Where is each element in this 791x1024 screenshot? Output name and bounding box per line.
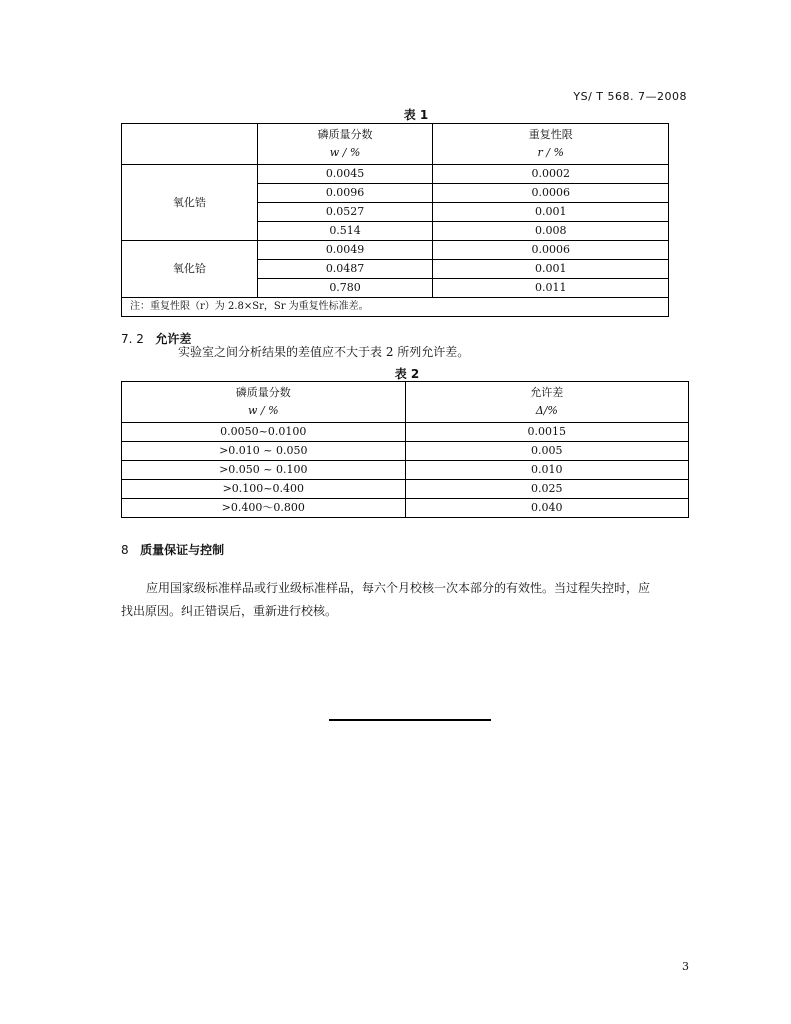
table1-cell-r: 0.001: [433, 203, 669, 222]
table1-cell-w: 0.0096: [257, 184, 433, 203]
table2-title: 表 2: [394, 367, 420, 381]
section-8-heading: [121, 541, 224, 558]
table2-col2-header: 允许差: [405, 382, 688, 403]
table1: [121, 123, 669, 317]
standard-code: YS/ T 568. 7—2008: [573, 90, 687, 103]
section-7-2-text: 实验室之间分析结果的差值应不大于表 2 所列允许差。: [178, 345, 470, 359]
table2-col2-unit: Δ/%: [405, 402, 688, 423]
table2-col1-header: 磷质量分数: [122, 382, 406, 403]
table1-cell-r: 0.0006: [433, 241, 669, 260]
table2-cell-tol: 0.0015: [405, 423, 688, 442]
table2-cell-tol: 0.025: [405, 480, 688, 499]
table1-corner-cell: [122, 124, 258, 165]
section-title: 质量保证与控制: [140, 543, 225, 557]
table1-col2-unit: r / %: [433, 144, 669, 165]
table2-col1-unit: w / %: [122, 402, 406, 423]
table-row: [122, 442, 689, 461]
page-number: 3: [682, 960, 689, 973]
table1-col1-header: 磷质量分数: [257, 124, 433, 145]
table2-cell-range: >0.400～0.800: [122, 499, 406, 518]
table1-note: 注：重复性限（r）为 2.8×Sr，Sr 为重复性标准差。: [122, 298, 669, 317]
section-8-line2: 找出原因。纠正错误后，重新进行校核。: [121, 604, 338, 618]
table1-group-name: 氧化铪: [122, 241, 258, 298]
table1-cell-r: 0.001: [433, 260, 669, 279]
table1-header-row: [122, 124, 669, 145]
section-8-line1: 应用国家级标准样品或行业级标准样品，每六个月校核一次本部分的有效性。当过程失控时，应: [146, 581, 651, 595]
table2-cell-range: 0.0050~0.0100: [122, 423, 406, 442]
table-row: [122, 423, 689, 442]
section-title: 允许差: [155, 332, 192, 346]
table1-cell-w: 0.0045: [257, 165, 433, 184]
table2-cell-range: >0.100~0.400: [122, 480, 406, 499]
table1-note-row: [122, 298, 669, 317]
section-number: 8: [121, 543, 129, 557]
table1-cell-w: 0.0527: [257, 203, 433, 222]
table-row: [122, 499, 689, 518]
table1-col1-unit: w / %: [257, 144, 433, 165]
table1-cell-w: 0.780: [257, 279, 433, 298]
table1-group-name: 氧化锆: [122, 165, 258, 241]
table1-cell-w: 0.0049: [257, 241, 433, 260]
table1-cell-w: 0.514: [257, 222, 433, 241]
table1-cell-w: 0.0487: [257, 260, 433, 279]
table1-col2-header: 重复性限: [433, 124, 669, 145]
table2-cell-tol: 0.010: [405, 461, 688, 480]
table2-unit-row: [122, 402, 689, 423]
table2-cell-tol: 0.040: [405, 499, 688, 518]
table1-cell-r: 0.0006: [433, 184, 669, 203]
table-row: [122, 165, 669, 184]
table2-cell-range: >0.050 ~ 0.100: [122, 461, 406, 480]
table-row: [122, 241, 669, 260]
table2-cell-range: >0.010 ~ 0.050: [122, 442, 406, 461]
table-row: [122, 461, 689, 480]
table1-cell-r: 0.011: [433, 279, 669, 298]
section-number: 7. 2: [121, 332, 144, 346]
table2: [121, 381, 689, 518]
table1-cell-r: 0.0002: [433, 165, 669, 184]
end-rule: [329, 719, 491, 721]
table2-cell-tol: 0.005: [405, 442, 688, 461]
table1-cell-r: 0.008: [433, 222, 669, 241]
table1-title: 表 1: [403, 108, 429, 122]
table2-header-row: [122, 382, 689, 403]
table-row: [122, 480, 689, 499]
